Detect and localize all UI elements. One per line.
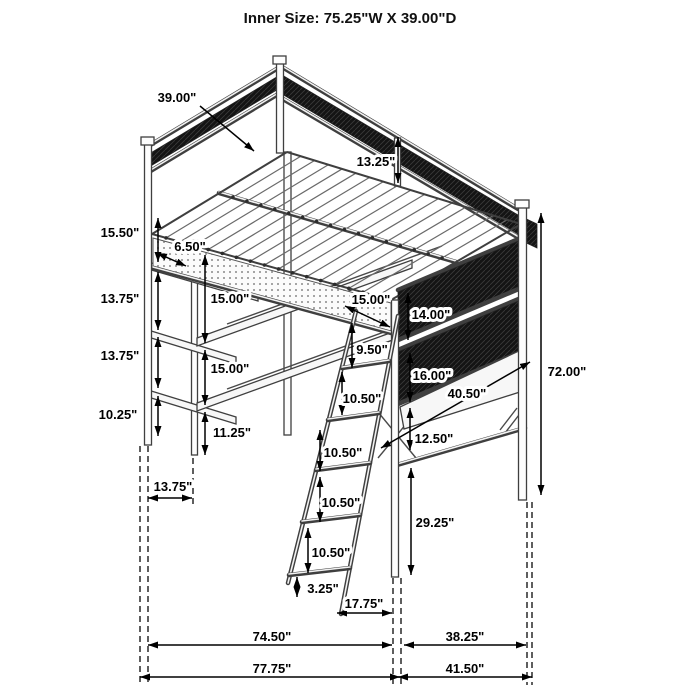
- dimension-label-depth-15-00: 15.00": [351, 292, 391, 307]
- dimension-label-shelf-12-50: 12.50": [414, 431, 454, 446]
- dimension-label-foot-17-75: 17.75": [344, 596, 384, 611]
- left-post-cap: [141, 137, 154, 145]
- dimension-label-mesh-14-00: 14.00": [411, 307, 451, 322]
- dimension-label-leg-29-25: 29.25": [415, 515, 455, 530]
- dimension-label-shelf-40-50: 40.50": [447, 386, 487, 401]
- dimension-label-ladder-9-50: 9.50": [356, 342, 388, 357]
- dimension-label-base-38-25: 38.25": [445, 629, 485, 644]
- dimension-label-desk-gap-15-00-b: 15.00": [210, 361, 250, 376]
- left-leg: [145, 144, 152, 445]
- dimension-label-height-72-00: 72.00": [547, 364, 587, 379]
- dimension-label-desk-gap-11-25: 11.25": [213, 425, 251, 440]
- dimension-label-left-gap-10-25: 10.25": [98, 407, 138, 422]
- dimension-label-desk-gap-15-00-a: 15.00": [210, 291, 250, 306]
- dimension-label-ladder-10-50-b: 10.50": [323, 445, 363, 460]
- dimension-label-ladder-3-25: 3.25": [307, 581, 339, 596]
- guard-rail-mesh-left: [149, 75, 280, 167]
- dimension-label-ladder-10-50-d: 10.50": [311, 545, 351, 560]
- dimension-label-base-74-50: 74.50": [252, 629, 292, 644]
- dimension-label-left-gap-13-75-a: 13.75": [100, 291, 140, 306]
- diagram-title: Inner Size: 75.25"W X 39.00"D: [243, 10, 457, 27]
- deck-edge-back-left: [152, 152, 287, 234]
- extension-lines: [140, 446, 532, 685]
- dimension-label-base-77-75: 77.75": [252, 661, 292, 676]
- right-post-cap: [515, 200, 529, 208]
- dimension-label-mesh-16-00: 16.00": [412, 368, 452, 383]
- dimension-label-left-gap-13-75-b: 13.75": [100, 348, 140, 363]
- dimension-label-guardrail-13-25: 13.25": [356, 154, 396, 169]
- right-leg: [519, 207, 527, 500]
- dimension-label-shelf-depth-6-50: 6.50": [174, 239, 206, 254]
- dimension-label-base-13-75: 13.75": [153, 479, 193, 494]
- guard-rails: [147, 66, 537, 248]
- back-post: [277, 63, 284, 153]
- dimension-label-left-gap-15-50: 15.50": [100, 225, 140, 240]
- dimension-label-base-41-50: 41.50": [445, 661, 485, 676]
- dimension-label-depth-39: 39.00": [157, 90, 197, 105]
- dimension-label-ladder-10-50-c: 10.50": [321, 495, 361, 510]
- dimension-label-ladder-10-50-a: 10.50": [342, 391, 382, 406]
- back-post-cap: [273, 56, 286, 64]
